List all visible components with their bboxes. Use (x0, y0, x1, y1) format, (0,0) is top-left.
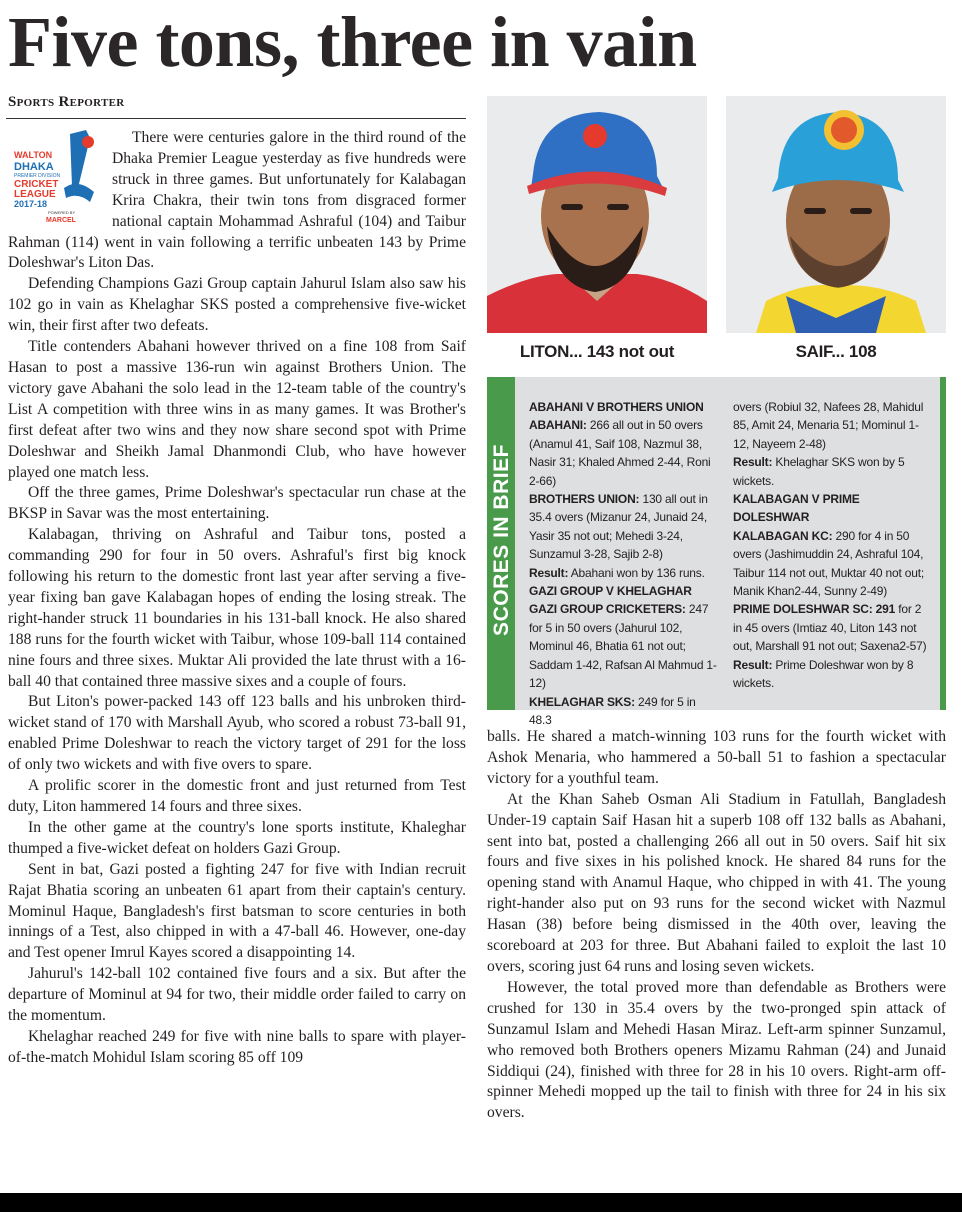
score-text: Khelaghar SKS won by 5 wickets. (733, 455, 905, 488)
score-line (733, 453, 931, 490)
score-heading: Result: (733, 455, 773, 470)
score-heading: Result: (733, 657, 773, 672)
logo-line4: LEAGUE (14, 189, 56, 200)
score-text: for 2 in 45 overs (Imtiaz 40, Liton 143 not out, Marshall 91 not out; Saxena2-57) (733, 602, 927, 654)
score-text: 266 all out in 50 overs (Anamul 41, Saif 108, Nazmul 38, Nasir 31; Khaled Ahmed 2-44, Roni 2-66) (529, 418, 711, 488)
paragraph: Title contenders Abahani however thrived on a fine 108 from Saif Hasan to post a massive 136-run win against Brothers Union. The victory gave Abahani the solo lead in the 12-team table of the country's List A competition with three wins in as many games. It was Brother's first defeat after two wins and they now share second spot with Prime Doleshwar and Sheikh Jamal Dhanmondi Club, who have however played one match less. (8, 338, 466, 481)
logo-brand: WALTON (14, 150, 53, 160)
logo-line3: CRICKET (14, 179, 59, 190)
score-line (529, 398, 719, 416)
score-text: 249 for 5 in 48.3 (529, 694, 696, 727)
paragraph: A prolific scorer in the domestic front and just returned from Test duty, Liton hammered 14 fours and three sixes. (8, 777, 466, 815)
paragraph: Sent in bat, Gazi posted a fighting 247 for five with Indian recruit Rajat Bhatia scoring an unbeaten 61 apart from their captain's century. Mominul Haque, Bangladesh's first batsman to score centuries in both innings of a Test, also chipped in with a 47-ball 46. However, one-day and Test opener Imrul Kayes scored a disappointing 14. (8, 860, 466, 962)
paragraph: At the Khan Saheb Osman Ali Stadium in Fatullah, Bangladesh Under-19 captain Saif Hasan hit a superb 108 off 132 balls as Abahani, sent into bat, posted a challenging 266 all out in 50 overs. Saif hit six fours and five sixes in his polished knock. He shared 84 runs for the opening stand with Anamul Haque, who chipped in with 41. The young right-hander also put on 93 runs for the second wicket with Nazmul Hasan (38) before being dismissed in the 40th over, leaving the scoreboard at 203 for three. But Abahani failed to exploit the last 10 overs, scoring just 64 runs and losing seven wickets. (487, 790, 946, 975)
score-heading: ABAHANI V BROTHERS UNION (529, 400, 704, 414)
scores-column-2 (733, 398, 931, 693)
logo-season: 2017-18 (14, 199, 48, 209)
photo-saif-image (726, 96, 946, 333)
paragraph: balls. He shared a match-winning 103 runs for the fourth wicket with Ashok Menaria, who hammered a 50-ball 51 to fashion a spectacular victory for a youthful team. (487, 728, 946, 787)
logo-line2: PREMIER DIVISION (14, 173, 61, 179)
score-heading: ABAHANI: (529, 418, 587, 433)
score-text: 130 all out in 35.4 overs (Mizanur 24, Junaid 24, Yasir 35 not out; Mehedi 3-24, Sunzamul 3-28, Sajib 2-8) (529, 492, 708, 562)
headline: Five tons, three in vain (8, 2, 697, 82)
paragraph: Kalabagan, thriving on Ashraful and Taibur tons, posted a commanding 290 for four in 50 overs. Ashraful's first big knock following his return to the domestic front last year after serving a five-year fixing ban gave Kalabagan hopes of ending the losing streak. The right-hander struck 11 boundaries in his 131-ball knock. He also shared 188 runs for the fourth wicket with Taibur, whose 109-ball 114 contained nine fours and three sixes. Muktar Ali provided the late thrust with a 16-ball 40 that contained three massive sixes and a couple of fours. (8, 526, 466, 690)
paragraph: But Liton's power-packed 143 off 123 balls and his unbroken third-wicket stand of 170 with Marshall Ayub, who scored a robust 73-ball 91, enabled Prime Doleshwar to reach the victory target of 291 for the loss of only two wickets and with five overs to spare. (8, 693, 466, 774)
score-heading: BROTHERS UNION: (529, 492, 640, 507)
score-text: overs (Robiul 32, Nafees 28, Mahidul 85, Amit 24, Menaria 51; Mominul 1-12, Nayeem 2-48) (733, 400, 924, 451)
score-line (733, 527, 931, 601)
score-text: 247 for 5 in 50 overs (Jahurul 102, Mominul 46, Bhatia 61 not out; Saddam 1-42, Rafsan Al Mahmud 1-12) (529, 602, 717, 691)
paragraph: There were centuries galore in the third round of the Dhaka Premier League yesterday as five hundreds were struck in three games. But unfortunately for Kalabagan Krira Chakra, their twin tons from disgraced former national captain Mohammad Ashraful (104) and Taibur Rahman (114) went in vain following a terrific unbeaten 143 by Prime Doleshwar's Liton Das. (8, 129, 466, 272)
bottom-bar (0, 1193, 962, 1212)
league-logo (8, 128, 112, 228)
scores-column-1 (529, 398, 719, 729)
score-line (529, 600, 719, 692)
paragraph: However, the total proved more than defendable as Brothers were crushed for 130 in 35.4 overs by the two-pronged spin attack of Sunzamul Islam and Mehedi Hasan Miraz. Left-arm spinner Sunzamul, who removed both Brothers openers Mizamu Rahman (24) and Junaid Siddiqui (24), finished with three for 28 in his 10 overs. Right-arm off-spinner Mehedi mopped up the tail to finish with three for 24 in his six overs. (487, 978, 946, 1122)
score-heading: GAZI GROUP V KHELAGHAR (529, 584, 692, 599)
article-column-2 (487, 727, 946, 1124)
score-line (529, 564, 719, 582)
score-line (733, 600, 931, 655)
score-heading: PRIME DOLESHWAR SC: 291 (733, 602, 896, 617)
score-heading: GAZI GROUP CRICKETERS: (529, 602, 686, 617)
logo-sponsor-name: MARCEL (46, 217, 76, 224)
paragraph: Off the three games, Prime Doleshwar's spectacular run chase at the BKSP in Savar was the most entertaining. (8, 484, 466, 523)
photo-liton-image (487, 96, 707, 333)
score-heading: KHELAGHAR SKS: (529, 694, 635, 709)
score-line (529, 490, 719, 564)
paragraph: Jahurul's 142-ball 102 contained five fours and a six. But after the departure of Mominul at 94 for two, their middle order failed to carry on the momentum. (8, 965, 466, 1025)
article-column-1 (8, 128, 466, 1069)
scores-right-bar (940, 377, 946, 710)
score-heading: KALABAGAN KC: (733, 528, 833, 543)
logo-sponsor: POWERED BY (48, 210, 76, 215)
paragraph: Defending Champions Gazi Group captain Jahurul Islam also saw his 102 go in vain as Khelaghar SKS posted a comprehensive five-wicket win, their first after two defeats. (8, 275, 466, 335)
score-line (733, 656, 931, 693)
score-heading: Result: (529, 565, 569, 580)
byline: Sports Reporter (8, 94, 125, 110)
score-heading: KALABAGAN V PRIME DOLESHWAR (733, 492, 860, 525)
photo-saif (726, 96, 946, 333)
score-text: 290 for 4 in 50 overs (Jashimuddin 24, Ashraful 104, Taibur 114 not out, Muktar 40 not out; Manik Khan2-44, Sunny 2-49) (733, 528, 924, 599)
paragraph: In the other game at the country's lone sports institute, Khaleghar thumped a five-wicket defeat on holders Gazi Group. (8, 818, 466, 857)
score-line (529, 582, 719, 600)
photo-liton (487, 96, 707, 333)
paragraph: Khelaghar reached 249 for five with nine balls to spare with player-of-the-match Mohidul Islam scoring 85 off 109 (8, 1027, 466, 1066)
score-line (529, 416, 719, 490)
photo-caption-liton: LITON... 143 not out (519, 342, 675, 361)
scores-title: SCORES IN BRIEF (490, 444, 513, 636)
score-line (733, 490, 931, 527)
score-text: Abahani won by 136 runs. (568, 565, 705, 580)
score-text: Prime Doleshwar won by 8 wickets. (733, 657, 914, 691)
score-line (733, 398, 931, 453)
byline-rule (6, 118, 466, 119)
photo-caption-saif: SAIF... 108 (795, 342, 877, 361)
score-line (529, 693, 719, 730)
logo-line1: DHAKA (14, 161, 54, 173)
league-logo-graphic (8, 128, 108, 224)
